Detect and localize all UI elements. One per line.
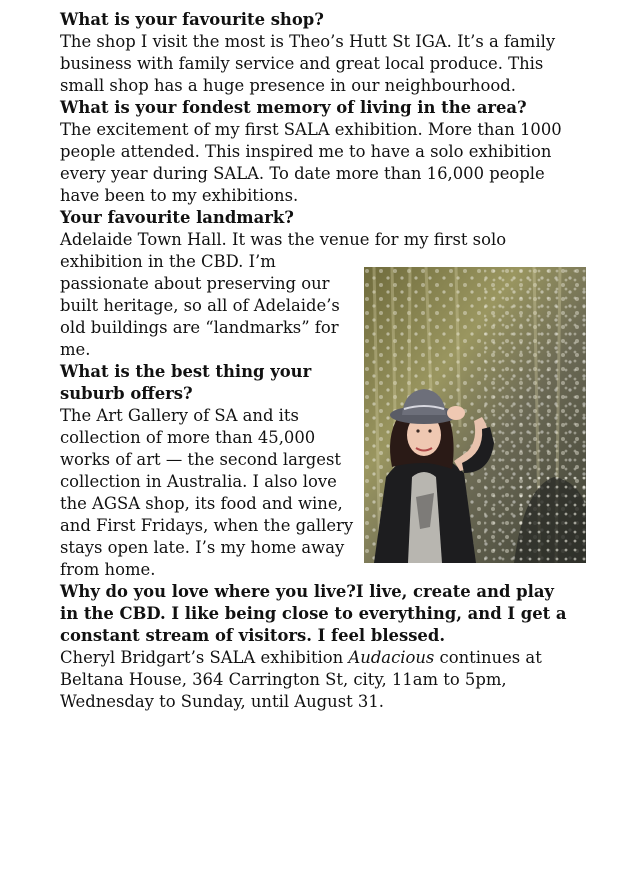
answer-landmark-line-2: exhibition in the CBD. I’m xyxy=(60,252,276,271)
answer-fondest-memory: The excitement of my first SALA exhibition. More than 1000 people attended. This inspired me to have a solo exhibition every year during SALA. To date more than 16,000 people have been to my exhibitions. xyxy=(60,120,562,205)
question-love-where-you-live: Why do you love where you live?I live, create and play in the CBD. I like being close to everything, and I get a constant stream of visitors. I feel blessed. xyxy=(60,582,567,645)
question-favourite-shop: What is your favourite shop? xyxy=(60,10,324,29)
question-fondest-memory: What is your fondest memory of living in the area? xyxy=(60,98,527,117)
answer-favourite-shop: The shop I visit the most is Theo’s Hutt St IGA. It’s a family business with family service and great local produce. This small shop has a huge presence in our neighbourhood. xyxy=(60,32,556,95)
exhibition-title: Audacious xyxy=(348,648,435,667)
footer-text-start: Cheryl Bridgart’s SALA exhibition xyxy=(60,648,349,667)
exhibition-footer xyxy=(60,647,570,713)
answer-landmark-line-1: Adelaide Town Hall. It was the venue for my first solo xyxy=(60,230,507,249)
question-best-thing: What is the best thing your suburb offers? xyxy=(60,362,312,403)
answer-landmark-rest: passionate about preserving our built heritage, so all of Adelaide’s old buildings are “landmarks” for me. xyxy=(60,274,340,359)
footer-text-end: continues at Beltana House, 364 Carrington St, city, 11am to 5pm, Wednesday to Sunday, until August 31. xyxy=(60,648,542,711)
answer-best-thing: The Art Gallery of SA and its collection of more than 45,000 works of art — the second largest collection in Australia. I also love the AGSA shop, its food and wine, and First Fridays, when the gallery stays open late. I’s my home away from home. xyxy=(60,406,354,579)
question-favourite-landmark: Your favourite landmark? xyxy=(60,208,294,227)
portrait-photo xyxy=(364,267,586,563)
